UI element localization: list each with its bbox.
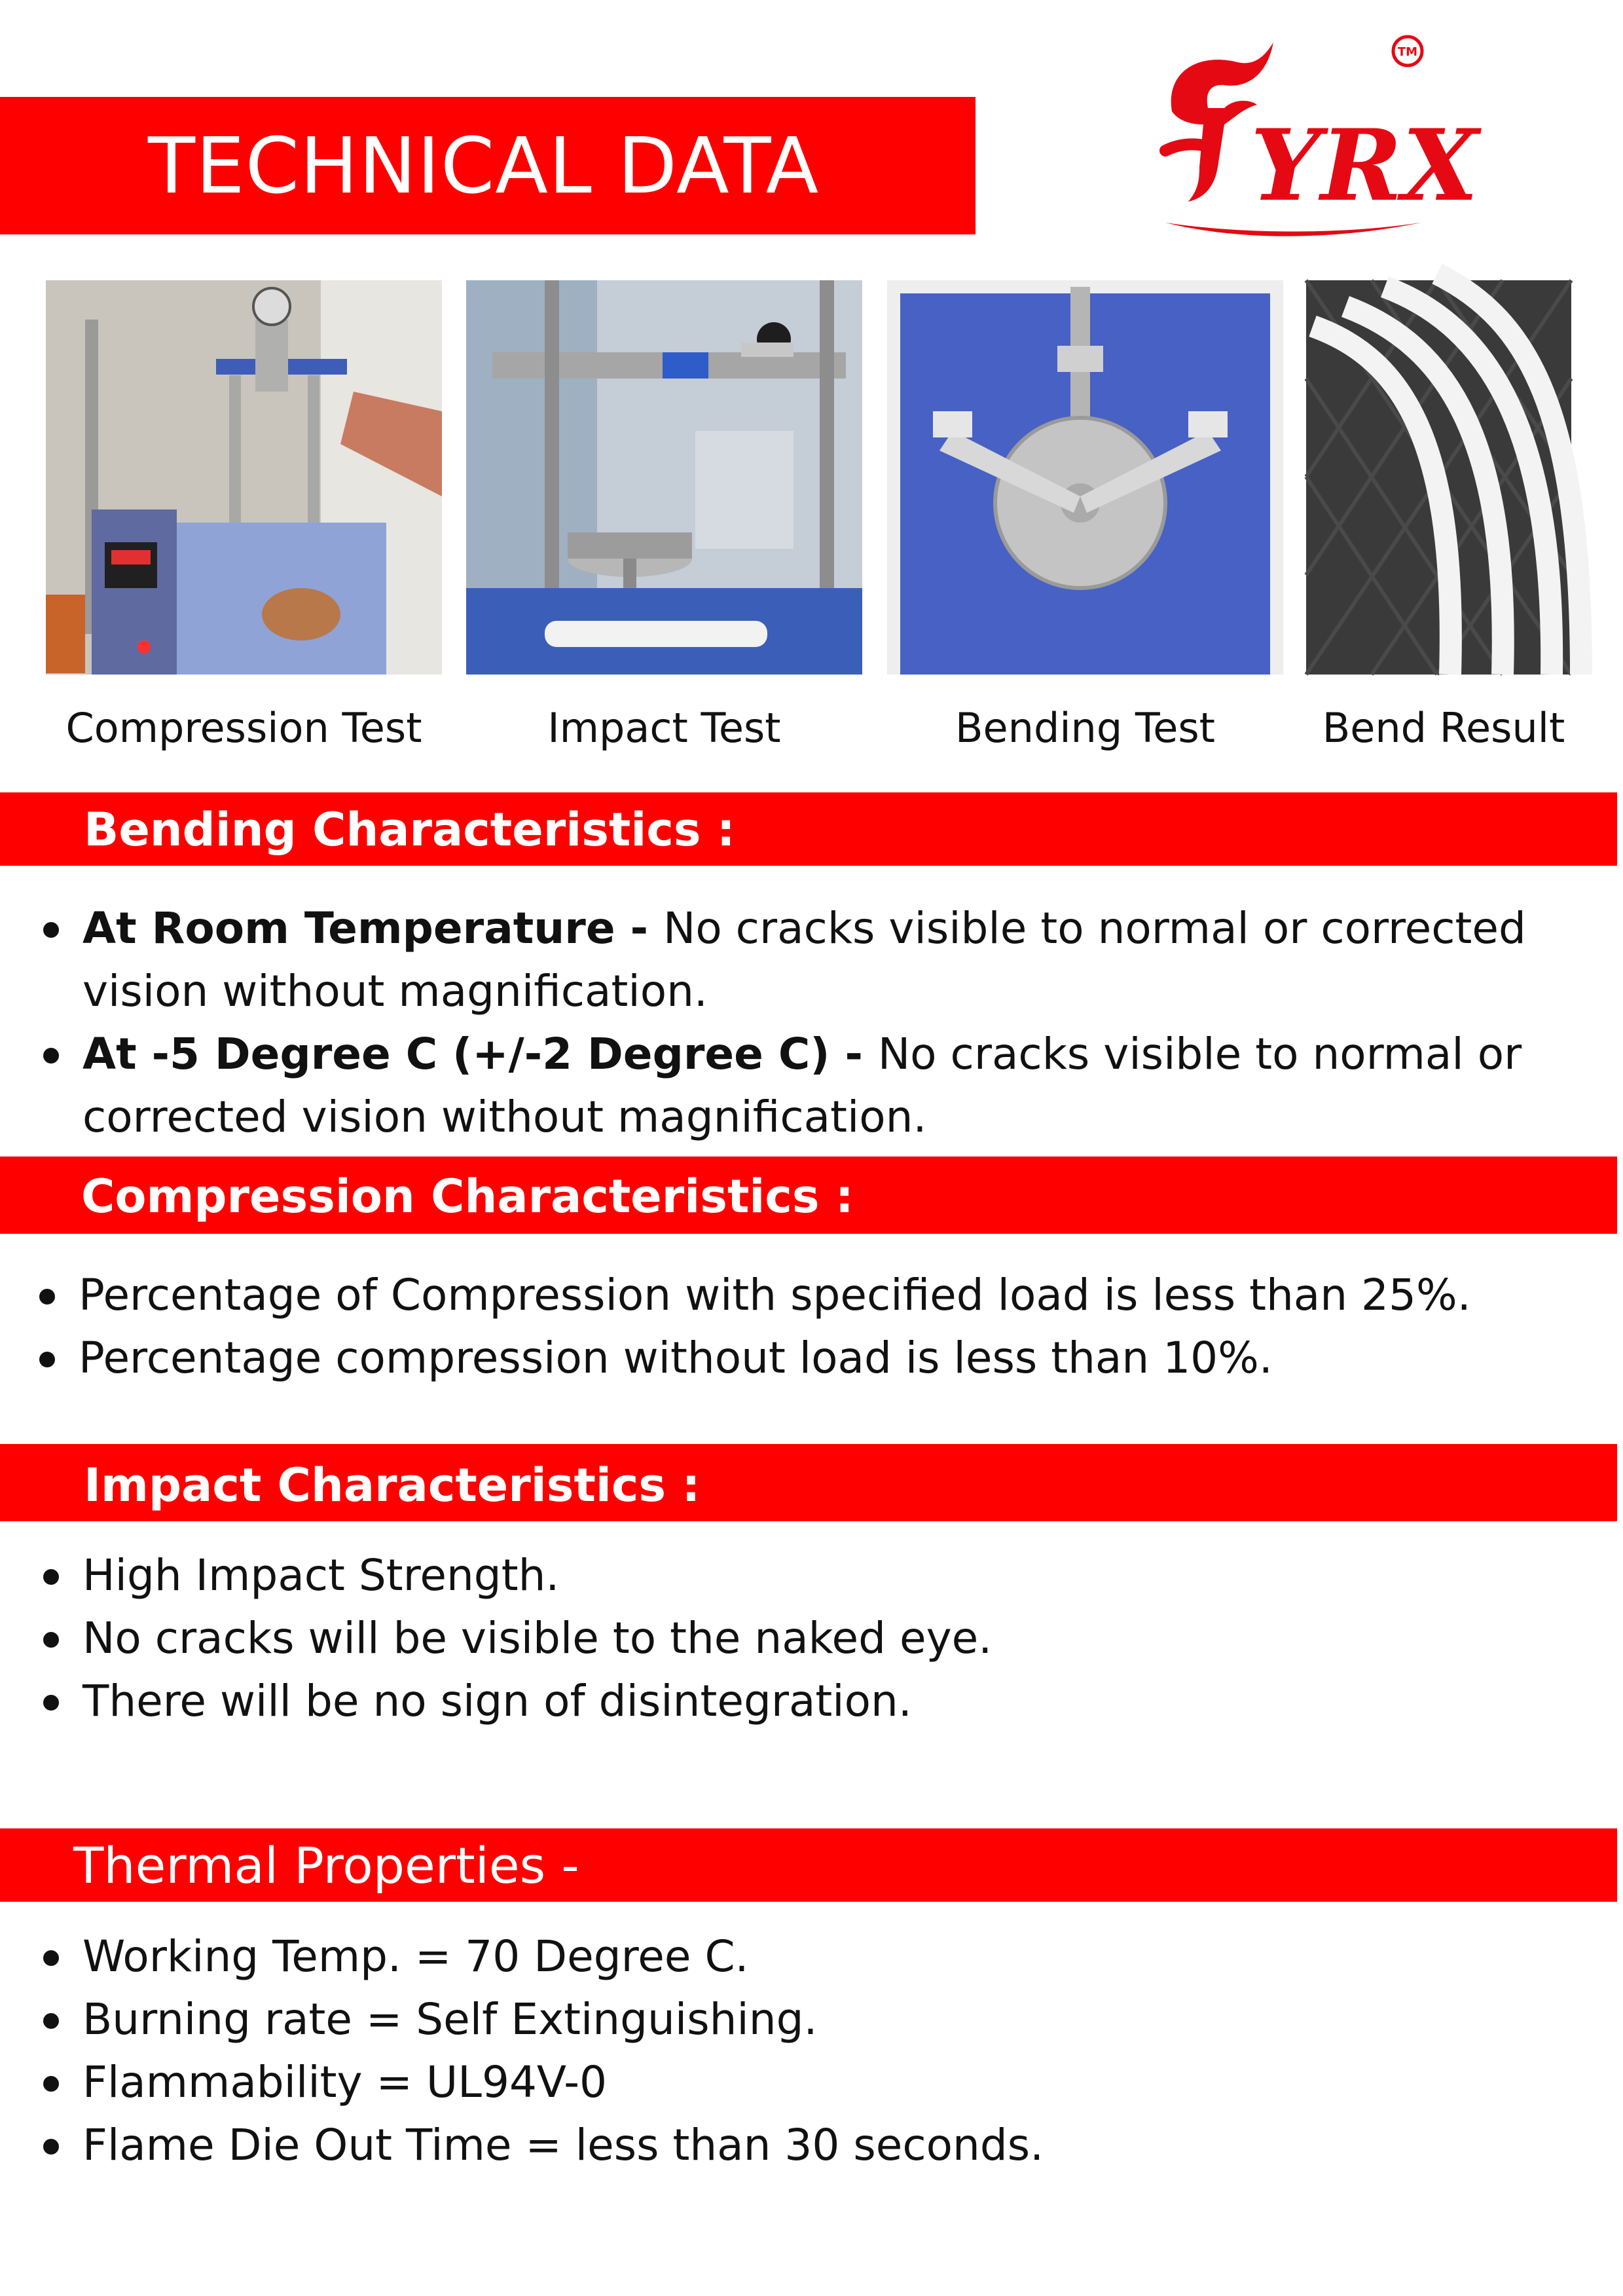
list-item: High Impact Strength. xyxy=(39,1544,992,1607)
brand-logo xyxy=(1126,26,1479,249)
impact-test-machine-icon xyxy=(466,280,862,675)
section-heading-compression: Compression Characteristics : xyxy=(81,1170,854,1223)
list-item: No cracks will be visible to the naked eye. xyxy=(39,1607,992,1670)
list-item: Burning rate = Self Extinguishing. xyxy=(39,1988,1044,2051)
title-banner xyxy=(0,97,976,234)
list-item: Percentage of Compression with specified load is less than 25%. xyxy=(35,1264,1471,1327)
list-item: Flame Die Out Time = less than 30 seconds. xyxy=(39,2114,1044,2177)
bending-test-machine-icon xyxy=(887,280,1283,675)
compression-test-machine-icon xyxy=(46,280,442,675)
trademark-mark: TM xyxy=(1397,45,1418,59)
compression-test-photo xyxy=(46,280,442,675)
bending-list xyxy=(39,897,1526,1149)
thermal-list xyxy=(39,1925,1044,2177)
svg-text:YRX: YRX xyxy=(1250,108,1479,223)
section-band-compression xyxy=(0,1157,1617,1234)
section-band-bending xyxy=(0,792,1617,866)
bend-result-photo xyxy=(1306,280,1571,675)
caption-bend-result: Bend Result xyxy=(1322,704,1565,752)
bending-test-photo xyxy=(887,280,1283,675)
page-title: TECHNICAL DATA xyxy=(148,120,820,211)
list-item: Percentage compression without load is less than 10%. xyxy=(35,1327,1471,1390)
section-heading-bending: Bending Characteristics : xyxy=(84,803,735,857)
section-band-thermal xyxy=(0,1828,1617,1902)
list-item: There will be no sign of disintegration. xyxy=(39,1670,992,1733)
section-band-impact xyxy=(0,1444,1617,1521)
caption-compression-test: Compression Test xyxy=(65,704,422,752)
section-heading-thermal: Thermal Properties - xyxy=(73,1836,579,1895)
list-item: Flammability = UL94V-0 xyxy=(39,2051,1044,2114)
list-item: At Room Temperature - No cracks visible to normal or corrected vision without magnification. xyxy=(39,897,1526,1023)
list-item: Working Temp. = 70 Degree C. xyxy=(39,1925,1044,1988)
impact-test-photo xyxy=(466,280,862,675)
impact-list xyxy=(39,1544,992,1733)
bent-pipes-icon xyxy=(1306,280,1571,675)
caption-impact-test: Impact Test xyxy=(547,704,781,752)
caption-bending-test: Bending Test xyxy=(955,704,1215,752)
section-heading-impact: Impact Characteristics : xyxy=(84,1458,701,1512)
fyrx-logo-icon xyxy=(1126,26,1479,249)
compression-list xyxy=(35,1264,1471,1390)
list-item: At -5 Degree C (+/-2 Degree C) - No cracks visible to normal or corrected vision without magnification. xyxy=(39,1023,1526,1149)
